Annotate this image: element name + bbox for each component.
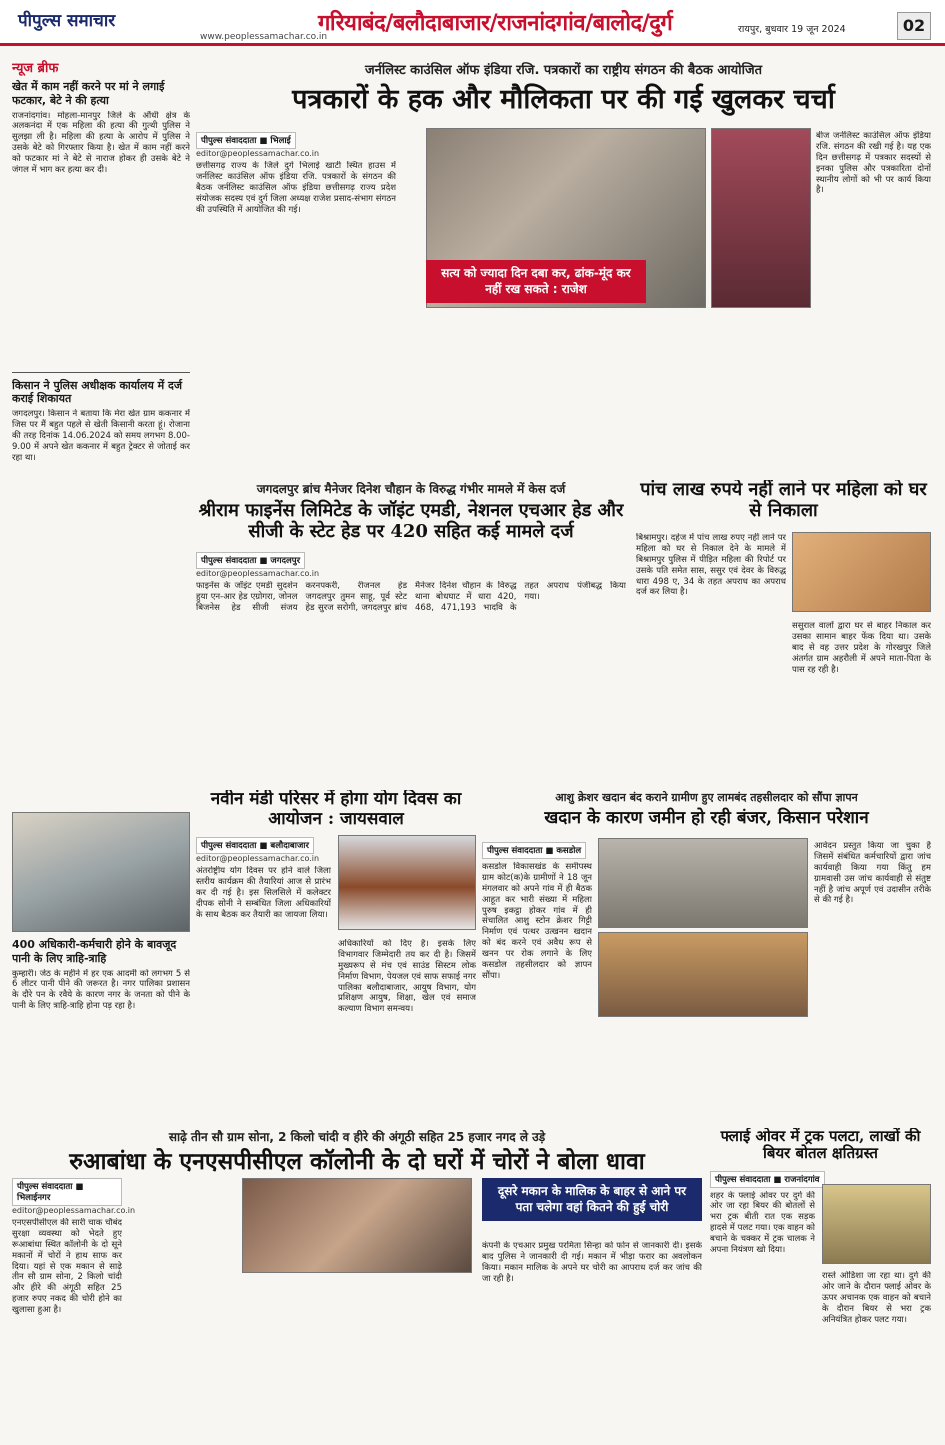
mine-body-2: आवेदन प्रस्तुत किया जा चुका है जिसमें संबंधित कर्मचारियों द्वारा जांच कार्यवाही किया गया किंतु हम ग्रामवासी उस जांच कार्यवाही से संतुष्ट नहीं है जांच अपूर्ण एवं उदासीन तरीके से की गई है। [814, 841, 931, 906]
theft-story [12, 1128, 702, 1408]
ransacked-room-photo [242, 1178, 472, 1273]
dowry-story [636, 480, 931, 780]
shriram-kicker: जगदलपुर ब्रांच मैनेजर दिनेश चौहान के विरुद्ध गंभीर मामले में केस दर्ज [256, 482, 566, 496]
water-tap-photo [12, 812, 190, 932]
flyover-story [710, 1128, 931, 1408]
flyover-body-2: रास्ते ओडिशा जा रहा था। दुर्ग की ओर जाने के दौरान फ्लाई ओवर के ऊपर अचानक एक वाहन को बचाने के दौरान बियर से भरा ट्रक अनियंत्रित होकर पलट गया। [822, 1271, 931, 1325]
journalists-byline: पीपुल्स संवाददाता ■ भिलाई [196, 132, 296, 149]
mine-byline: पीपुल्स संवाददाता ■ कसडोल [482, 842, 586, 859]
masthead [0, 0, 945, 46]
brief-1-title[interactable]: खेत में काम नहीं करने पर मां ने लगाई फटकार, बेटे ने की हत्या [12, 80, 165, 107]
mine-headline[interactable]: खदान के कारण जमीन हो रही बंजर, किसान परेशान [544, 808, 869, 828]
flyover-byline: पीपुल्स संवाददाता ■ राजनांदगांव [710, 1171, 825, 1188]
newspaper-logo[interactable]: पीपुल्स समाचार [18, 11, 116, 31]
flyover-headline[interactable]: फ्लाई ओवर में ट्रक पलटा, लाखों की बियर बोतल क्षतिग्रस्त [720, 1128, 921, 1163]
dowry-body: बिश्रामपुर। दहेज में पांच लाख रुपए नहीं लाने पर महिला को घर से निकाल देने के मामले में बिश्रामपुर पुलिस में पीड़ित महिला की रिपोर्ट पर उसके पति समेत सास, ससुर एवं देवर के विरुद्ध धारा 498 ए, 34 के तहत अपराध का अपराध दर्ज कर लिया है। [636, 533, 786, 598]
quarry-photo [598, 838, 808, 928]
yoga-body: अंतर्राष्ट्रीय योग दिवस पर होने वाले जिला स्तरीय कार्यक्रम की तैयारियां आज से प्रारंभ कर दी गई है। इस सिलसिले में कलेक्टर दीपक सोनी ने सम्बंधित जिला अधिकारियों के साथ बैठक कर तैयारी का जायजा लिया। [196, 866, 331, 920]
journalists-body-2: बीज जर्नलिस्ट काउंसिल ऑफ इंडिया रजि. संगठन की रखी गई है। यह एक दिन छत्तीसगढ़ में पत्रकार सदस्यों से इनका पुलिस और पत्रकारिता दोनों स्थानीय लोगों को भी पर कार्य किया है। [816, 131, 931, 196]
theft-kicker: साढ़े तीन सौ ग्राम सोना, 2 किलो चांदी व हीरे की अंगूठी सहित 25 हजार नगद ले उड़े [168, 1130, 546, 1144]
brief-1-body: राजनांदगांव। मोहला-मानपुर जिले के औंधी क्षेत्र के अलकनंदा में एक महिला की हत्या की गुत्थी पुलिस ने सुलझा ली है। महिला की हत्या के आरोप में पुलिस ने उसके बेटे को गिरफ्तार किया है। खेत में काम नहीं करने को फटकार मां ने बेटे से नाराज होकर ही उसके बेटे ने जंगल में भाग कर हत्या कर दी। [12, 110, 190, 175]
shriram-email[interactable]: editor@peoplessamachar.co.in [196, 569, 320, 579]
divider [12, 372, 190, 373]
official-photo [338, 835, 476, 930]
yoga-byline: पीपुल्स संवाददाता ■ बलौदाबाजार [196, 837, 314, 854]
mine-kicker: आशु क्रेशर खदान बंद कराने ग्रामीण हुए लामबंद तहसीलदार को सौंपा ज्ञापन [555, 791, 858, 804]
shriram-body: फाइनेंस के जॉइंट एमडी सुदर्शन हुया एन-आर हेड एग्रोगरा, जोनल बिजनेस हेड सीजी संजय करनपकरी, रीजनल हेड जगदलपुर तुमन साहू, पूर्व स्टेट हेड सुरज सरोगी, जगदलपुर ब्रांच मैनेजर दिनेश चौहान के विरुद्ध थाना बोधघाट में धारा 420, 468, 471,193 भादवि के तहत अपराध पंजीबद्ध किया गया। [196, 581, 626, 614]
dowry-body-2: ससुराल वालों द्वारा घर से बाहर निकाल कर उसका सामान बाहर फेंक दिया था। उसके बाद से वह उत्तर प्रदेश के गोरखपुर जिले अंतर्गत ग्राम अहरौली में अपने माता-पिता के पास रह रही है। [792, 621, 931, 675]
district-banner: गरियाबंद/बलौदाबाजार/राजनांदगांव/बालोद/दुर्ग [318, 10, 673, 36]
theft-headline[interactable]: रुआबांधा के एनएसपीसीएल कॉलोनी के दो घरों में चोरों ने बोला धावा [69, 1148, 645, 1175]
theft-body: एनएसपीसीएल की सारी चाक चौबंद सुरक्षा व्यवस्था को भेदते हुए रूआबांधा स्थित कॉलोनी के दो सूने मकानों में चोरों ने हाथ साफ कर दिया। यहां से एक मकान से साढ़े तीन सौ ग्राम सोना, 2 किलो चांदी और हीरे की अंगूठी सहित 25 हजार रुपए नकद की चोरी होने का खुलासा हुआ है। [12, 1218, 122, 1315]
flyover-body: शहर के फ्लाई ओवर पर दुर्ग की ओर जा रहा बियर की बोतलों से भरा ट्रक बीती रात एक सड़क हादसे में पलट गया। एक वाहन को बचाने के चक्कर में ट्रक चालक ने अपना नियंत्रण खो दिया। [710, 1190, 815, 1255]
theft-email[interactable]: editor@peoplessamachar.co.in [12, 1206, 136, 1215]
dateline: रायपुर, बुधवार 19 जून 2024 [738, 24, 846, 35]
journalists-body: छत्तीसगढ़ राज्य के जिले दुर्ग भिलाई खाटी स्थित हाउस में जर्नलिस्ट काउंसिल ऑफ इंडिया रजि. पत्रकारों के संगठन की बैठक जर्नलिस्ट काउंसिल ऑफ इंडिया छत्तीसगढ़ राज्य प्रदेश संयोजक सदस्य एवं दुर्ग जिला अध्यक्ष राजेश प्रसाद-संभाग संगठन की उपस्थिति में आयोजित की गई। [196, 161, 396, 215]
brief-2-body: जगदलपुर। किसान ने बताया कि मेरा खेत ग्राम ककनार में जिस पर मैं बहुत पहले से खेती किसानी करता हूं। रोजाना की तरह दिनांक 14.06.2024 को समय लगभग 8.00-9.00 में अपने खेत ककनार में बहुत ट्रेक्टर से जोताई कर रहा था। [12, 409, 190, 463]
yoga-email[interactable]: editor@peoplessamachar.co.in [196, 854, 320, 864]
theft-byline: पीपुल्स संवाददाता ■ भिलाईनगर [12, 1178, 122, 1206]
shriram-headline[interactable]: श्रीराम फाइनेंस लिमिटेड के जॉइंट एमडी, नेशनल एचआर हेड और सीजी के स्टेट हेड पर 420 सहित कई मामले दर्ज [198, 500, 624, 542]
website-url[interactable]: www.peoplessamachar.co.in [200, 32, 328, 42]
dowry-headline[interactable]: पांच लाख रुपये नहीं लाने पर महिला को घर से निकाला [640, 480, 927, 521]
yoga-headline[interactable]: नवीन मंडी परिसर में होगा योग दिवस का आयोजन : जायसवाल [210, 790, 462, 829]
overturned-truck-photo [822, 1184, 931, 1264]
brief-3-title[interactable]: 400 अधिकारी-कर्मचारी होने के बावजूद पानी के लिए त्राहि-त्राहि [12, 938, 177, 965]
news-brief-heading: न्यूज ब्रीफ [12, 61, 59, 76]
brief-3-body: कुम्हारी। जेठ के महीने में हर एक आदमी को लगभग 5 से 6 लीटर पानी पीने की जरूरत है। नगर पालिका प्रशासन के दौरे पन के रवैये के कारण नगर के जनता को पीने के पानी के लिए त्राहि-त्राहि होना पड़ रहा है। [12, 968, 190, 1012]
shriram-story [196, 480, 626, 780]
yoga-story [196, 790, 476, 1120]
yoga-body-2: अधिकारियों को दिए है। इसके लिए विभागवार जिम्मेदारी तय कर दी है। जिसमें मुख्यरूप से मंच एवं साउंड सिस्टम लोक निर्माण विभाग, पेयजल एवं साफ सफाई नगर पालिका बलौदाबाजार, आयुष विभाग, योग प्रशिक्षण आयुष, शिक्षा, खेल एवं समाज कल्याण विभाग समन्वय। [338, 939, 476, 1015]
speaker-photo [711, 128, 811, 308]
brief-2-title[interactable]: किसान ने पुलिस अधीक्षक कार्यालय में दर्ज कराई शिकायत [12, 378, 183, 406]
journalists-kicker: जर्नलिस्ट काउंसिल ऑफ इंडिया रजि. पत्रकारों का राष्ट्रीय संगठन की बैठक आयोजित [364, 63, 762, 78]
villagers-photo [598, 932, 808, 1017]
mine-body: कसडोल विकासखंड के समीपस्थ ग्राम कोट(क)के ग्रामीणों ने 18 जून मंगलवार को अपने गांव में ही बैठक आहूत कर भारी संख्या में महिला पुरुष इकट्ठा होकर गांव में ही संचालित आशु स्टोन क्रेशर गिट्टी निर्माण एवं पत्थर उत्खनन खदान को बंद करने एवं अवैध रूप से खनन पर रोक लगाने के लिए कसडोल तहसीलदार को ज्ञापन सौंपा। [482, 862, 592, 981]
journalists-headline[interactable]: पत्रकारों के हक और मौलिकता पर की गई खुलकर चर्चा [292, 84, 835, 115]
journalists-story [196, 60, 931, 475]
journalists-email[interactable]: editor@peoplessamachar.co.in [196, 149, 320, 158]
theft-body-2: कंपनी के एचआर प्रमुख परमिता सिन्हा को फोन से जानकारी दी। इसके बाद पुलिस ने जानकारी दी गई। मकान में भीड़ा फरार का अवलोकन किया। मकान मालिक के अपने घर चोरी का आपराध दर्ज कर जांच की जा रही है। [482, 1241, 702, 1284]
dowry-illustration [792, 532, 931, 612]
theft-callout: दूसरे मकान के मालिक के बाहर से आने पर पता चलेगा वहां कितने की हुई चोरी [482, 1178, 702, 1221]
page-number: 02 [897, 12, 931, 40]
journalists-callout: सत्य को ज्यादा दिन दबा कर, ढांक-मूंद कर नहीं रख सकते : राजेश [426, 260, 646, 303]
mine-story [482, 790, 931, 1120]
shriram-byline: पीपुल्स संवाददाता ■ जगदलपुर [196, 552, 305, 569]
